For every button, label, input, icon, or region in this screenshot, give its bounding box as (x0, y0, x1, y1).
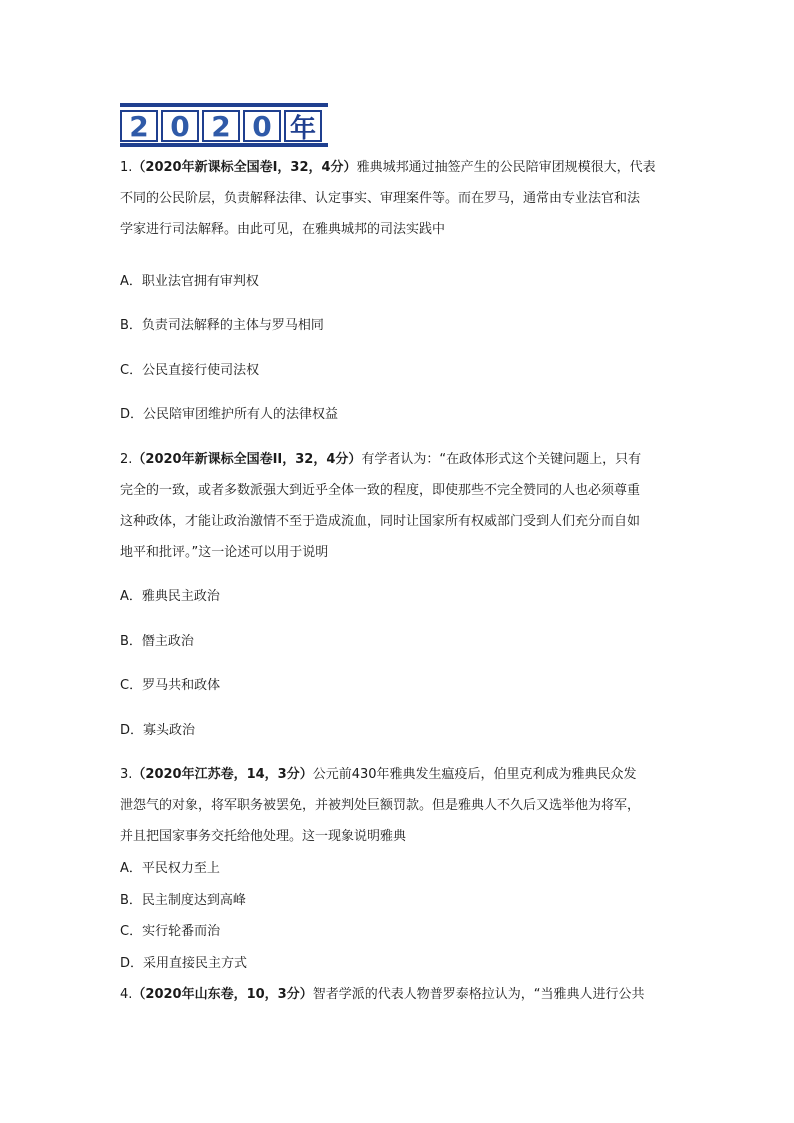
question-2-line-3: 这种政体，才能让政治激情不至于造成流血，同时让国家所有权威部门受到人们充分而自如 (120, 514, 641, 529)
question-1-line-1 (120, 158, 656, 178)
year-digit-1: 2 (120, 110, 158, 142)
year-digit-2: 0 (161, 110, 199, 142)
question-3-line-3: 并且把国家事务交托给他处理。这一现象说明雅典 (120, 829, 407, 844)
question-number: 3. (120, 767, 133, 782)
question-text: 公元前430年雅典发生瘟疫后，伯里克利成为雅典民众发 (312, 767, 637, 782)
question-text: 雅典城邦通过抽签产生的公民陪审团规模很大，代表 (356, 160, 656, 175)
question-3-option-c: C．实行轮番而治 (120, 924, 221, 939)
question-2 (120, 450, 641, 563)
question-1-line-2: 不同的公民阶层，负责解释法律、认定事实、审理案件等。而在罗马，通常由专业法官和法 (120, 191, 641, 206)
question-4 (120, 985, 644, 1005)
question-3 (120, 765, 640, 847)
banner-bottom-rule (120, 143, 328, 147)
question-2-option-c: C．罗马共和政体 (120, 678, 221, 693)
question-1-line-3: 学家进行司法解释。由此可见，在雅典城邦的司法实践中 (120, 222, 446, 237)
question-2-line-4: 地平和批评。”这一论述可以用于说明 (120, 545, 329, 560)
year-digit-3: 2 (202, 110, 240, 142)
question-source: （2020年江苏卷，14，3分） (132, 767, 313, 782)
year-suffix: 年 (284, 110, 322, 142)
question-3-option-d: D．采用直接民主方式 (120, 956, 248, 971)
question-number: 2. (120, 452, 133, 467)
question-2-option-d: D．寡头政治 (120, 723, 196, 738)
banner-top-rule (120, 103, 328, 107)
question-source: （2020年新课标全国卷II，32，4分） (132, 452, 362, 467)
question-source: （2020年新课标全国卷I，32，4分） (132, 160, 357, 175)
question-2-line-2: 完全的一致，或者多数派强大到近乎全体一致的程度，即使那些不完全赞同的人也必须尊重 (120, 483, 641, 498)
question-1-option-d: D．公民陪审团维护所有人的法律权益 (120, 407, 339, 422)
question-2-option-b: B．僭主政治 (120, 634, 194, 649)
question-3-line-2: 泄怨气的对象，将军职务被罢免，并被判处巨额罚款。但是雅典人不久后又选举他为将军， (120, 798, 641, 813)
question-source: （2020年山东卷，10，3分） (132, 987, 313, 1002)
question-3-option-a: A．平民权力至上 (120, 861, 220, 876)
question-2-option-a: A．雅典民主政治 (120, 589, 220, 604)
question-4-line-1 (120, 985, 644, 1005)
question-1-option-a: A．职业法官拥有审判权 (120, 274, 259, 289)
question-text: 有学者认为：“在政体形式这个关键问题上，只有 (361, 452, 642, 467)
question-number: 4. (120, 987, 133, 1002)
year-digit-4: 0 (243, 110, 281, 142)
question-number: 1. (120, 160, 133, 175)
year-banner (120, 103, 328, 147)
question-1-option-b: B．负责司法解释的主体与罗马相同 (120, 318, 324, 333)
question-3-option-b: B．民主制度达到高峰 (120, 893, 246, 908)
question-1-option-c: C．公民直接行使司法权 (120, 363, 260, 378)
question-2-line-1 (120, 450, 641, 470)
question-3-line-1 (120, 765, 640, 785)
question-text: 智者学派的代表人物普罗泰格拉认为，“当雅典人进行公共 (312, 987, 645, 1002)
question-1 (120, 158, 656, 240)
